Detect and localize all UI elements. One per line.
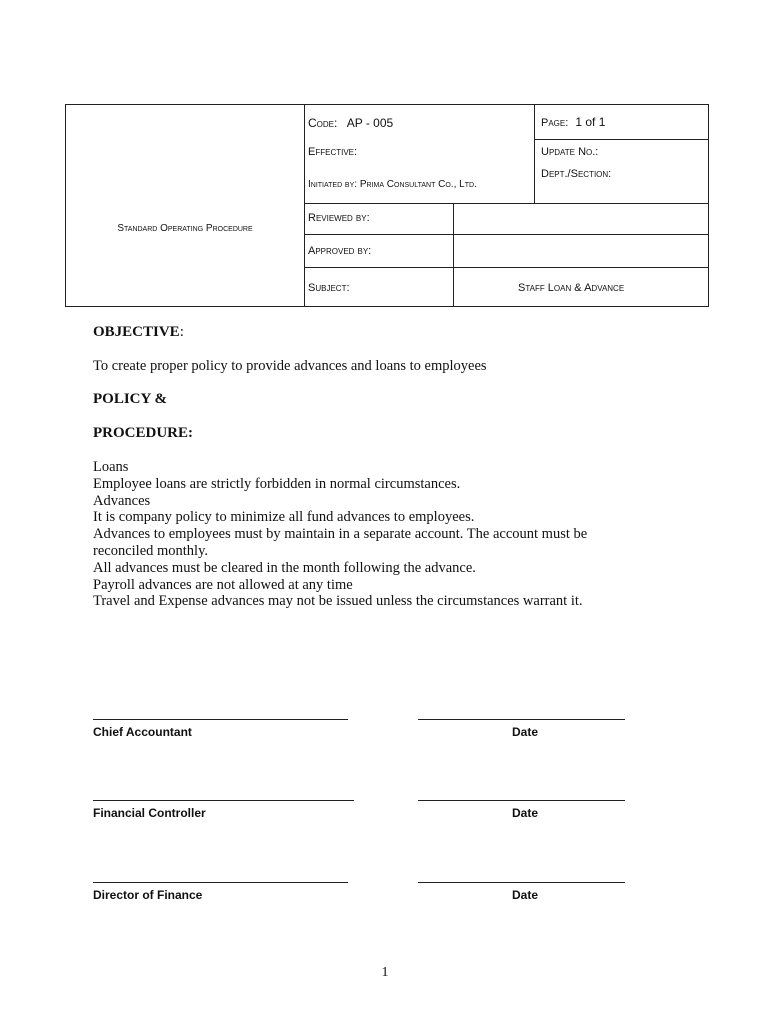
initiated-label: Initiated by: xyxy=(308,179,358,190)
initiated-field xyxy=(308,179,477,190)
body-line: reconciled monthly. xyxy=(93,542,209,559)
table-divider xyxy=(304,267,708,268)
table-divider xyxy=(304,105,305,306)
objective-heading: OBJECTIVE: xyxy=(93,324,184,340)
approved-by-label: Approved by: xyxy=(308,245,372,257)
body-line: Travel and Expense advances may not be issued unless the circumstances warrant it. xyxy=(93,593,583,610)
subject-label: Subject: xyxy=(308,282,350,294)
table-divider xyxy=(453,203,454,306)
signature-role: Director of Finance xyxy=(93,888,203,902)
page-field xyxy=(541,115,605,129)
update-no-label: Update No.: xyxy=(541,146,599,158)
reviewed-by-label: Reviewed by: xyxy=(308,212,370,224)
policy-body xyxy=(93,459,653,610)
dept-section-label: Dept./Section: xyxy=(541,168,612,180)
body-line: All advances must be cleared in the month following the advance. xyxy=(93,559,476,576)
procedure-heading: PROCEDURE: xyxy=(93,425,193,441)
page-number: 1 xyxy=(381,965,389,980)
table-divider xyxy=(534,105,535,203)
signature-line xyxy=(93,882,348,883)
signature-line xyxy=(93,800,354,801)
date-label: Date xyxy=(512,888,539,902)
policy-heading: POLICY & xyxy=(93,391,168,407)
date-line xyxy=(418,719,625,720)
subject-value: Staff Loan & Advance xyxy=(518,282,625,294)
date-line xyxy=(418,800,625,801)
date-line xyxy=(418,882,625,883)
objective-text: To create proper policy to provide advances and loans to employees xyxy=(93,358,487,374)
signature-role: Financial Controller xyxy=(93,806,206,820)
page-value: 1 of 1 xyxy=(575,115,606,129)
effective-label: Effective: xyxy=(308,146,358,158)
body-line: Advances to employees must by maintain in a separate account. The account must be xyxy=(93,526,588,543)
sop-title: Standard Operating Procedure xyxy=(117,223,253,234)
body-line: It is company policy to minimize all fund advances to employees. xyxy=(93,509,475,526)
code-field xyxy=(308,116,393,130)
body-line: Loans xyxy=(93,459,129,475)
sop-header-table xyxy=(65,104,709,307)
body-line: Payroll advances are not allowed at any time xyxy=(93,576,353,593)
code-value: AP - 005 xyxy=(346,116,394,130)
table-divider xyxy=(534,139,708,140)
body-line: Advances xyxy=(93,492,151,509)
table-divider xyxy=(304,234,708,235)
body-line: Employee loans are strictly forbidden in normal circumstances. xyxy=(93,475,461,492)
initiated-value: Prima Consultant Co., Ltd. xyxy=(359,179,477,190)
table-divider xyxy=(304,203,708,204)
code-label: Code: xyxy=(308,116,338,130)
page-label: Page: xyxy=(541,117,569,129)
date-label: Date xyxy=(512,725,539,739)
signature-role: Chief Accountant xyxy=(93,725,192,739)
date-label: Date xyxy=(512,806,539,820)
signature-line xyxy=(93,719,348,720)
